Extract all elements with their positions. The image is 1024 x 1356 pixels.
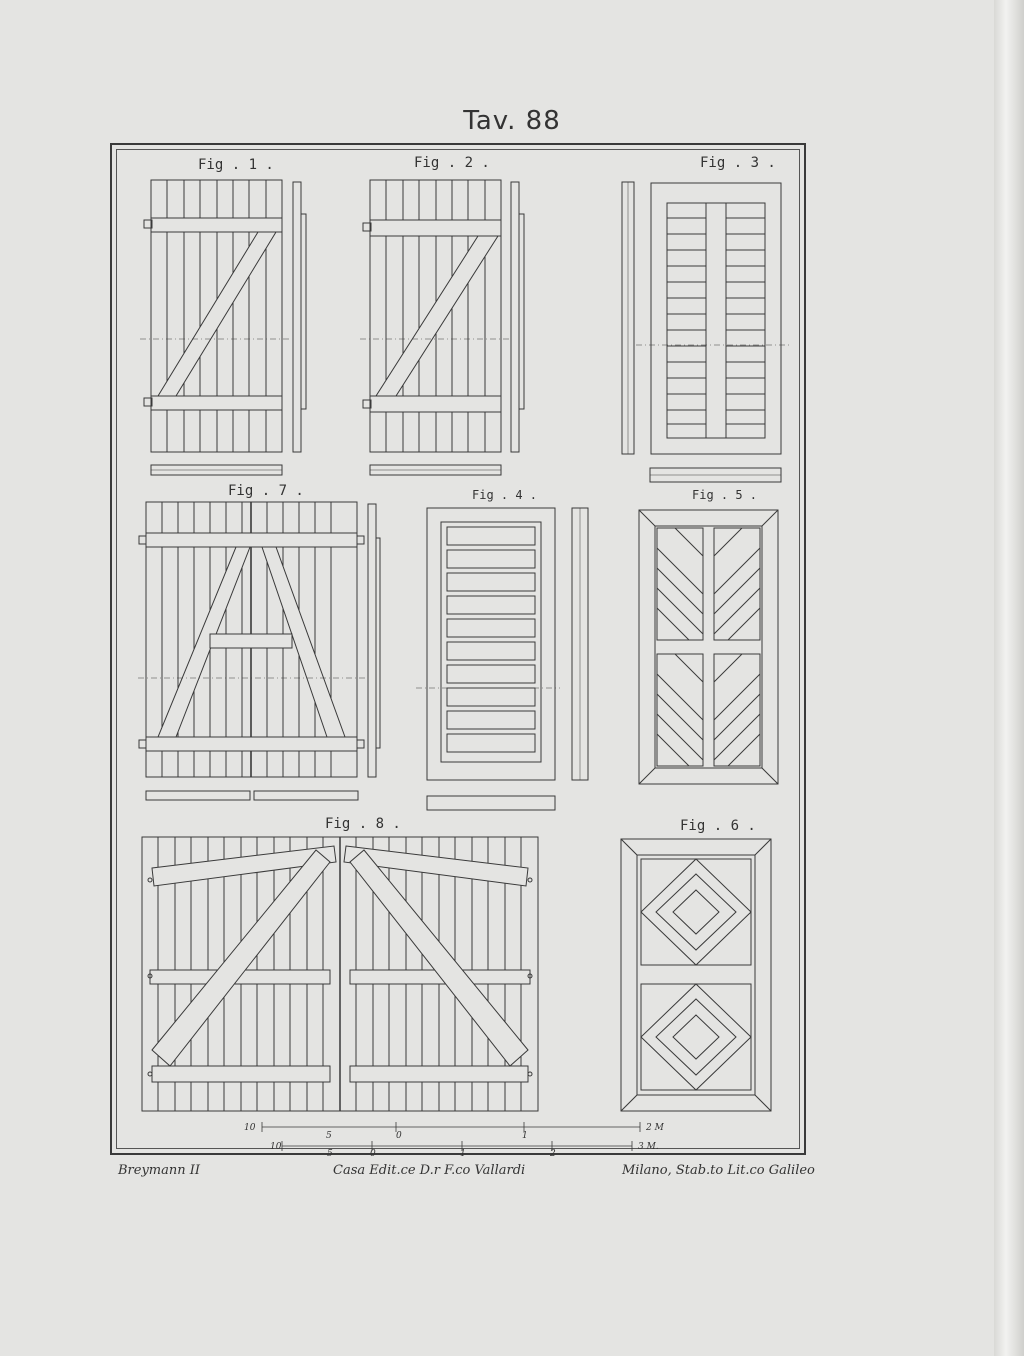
fig1-label: Fig . 1 . <box>198 157 274 173</box>
fig6-label: Fig . 6 . <box>680 818 756 834</box>
scale-upper-10: 10 <box>244 1123 256 1133</box>
scale-lower-2: 2 <box>550 1149 556 1159</box>
fig6-drawing <box>621 839 771 1111</box>
fig4-label: Fig . 4 . <box>472 488 538 502</box>
credit-publisher: Casa Edit.ce D.r F.co Vallardi <box>333 1163 526 1178</box>
scale-labels <box>244 1123 665 1159</box>
fig7-drawing <box>138 502 380 800</box>
fig2-label: Fig . 2 . <box>414 155 490 171</box>
credit-printer: Milano, Stab.to Lit.co Galileo <box>622 1163 815 1178</box>
plate-title: Tav. 88 <box>463 106 561 136</box>
scale-upper-1: 1 <box>522 1131 528 1141</box>
fig2-drawing <box>360 180 524 475</box>
fig3-label: Fig . 3 . <box>700 155 776 171</box>
fig8-label: Fig . 8 . <box>325 816 401 832</box>
fig4-drawing <box>416 508 588 810</box>
scale-bars <box>262 1122 640 1151</box>
scale-lower-5: 5 <box>327 1149 333 1159</box>
scale-lower-10: 10 <box>270 1142 282 1152</box>
scale-lower-3m: 3 M. <box>638 1142 659 1152</box>
credit-author: Breymann II <box>118 1163 201 1178</box>
scale-upper-0: 0 <box>396 1131 402 1141</box>
fig5-drawing <box>639 510 778 784</box>
scale-upper-2m: 2 M <box>646 1123 664 1133</box>
fig5-label: Fig . 5 . <box>692 488 758 502</box>
scale-lower-1: 1 <box>460 1149 466 1159</box>
fig7-label: Fig . 7 . <box>228 483 304 499</box>
fig3-drawing <box>622 182 790 482</box>
scale-lower-0: 0 <box>370 1149 376 1159</box>
fig1-drawing <box>140 180 306 475</box>
fig8-drawing <box>142 837 538 1111</box>
scale-upper-5: 5 <box>326 1131 332 1141</box>
